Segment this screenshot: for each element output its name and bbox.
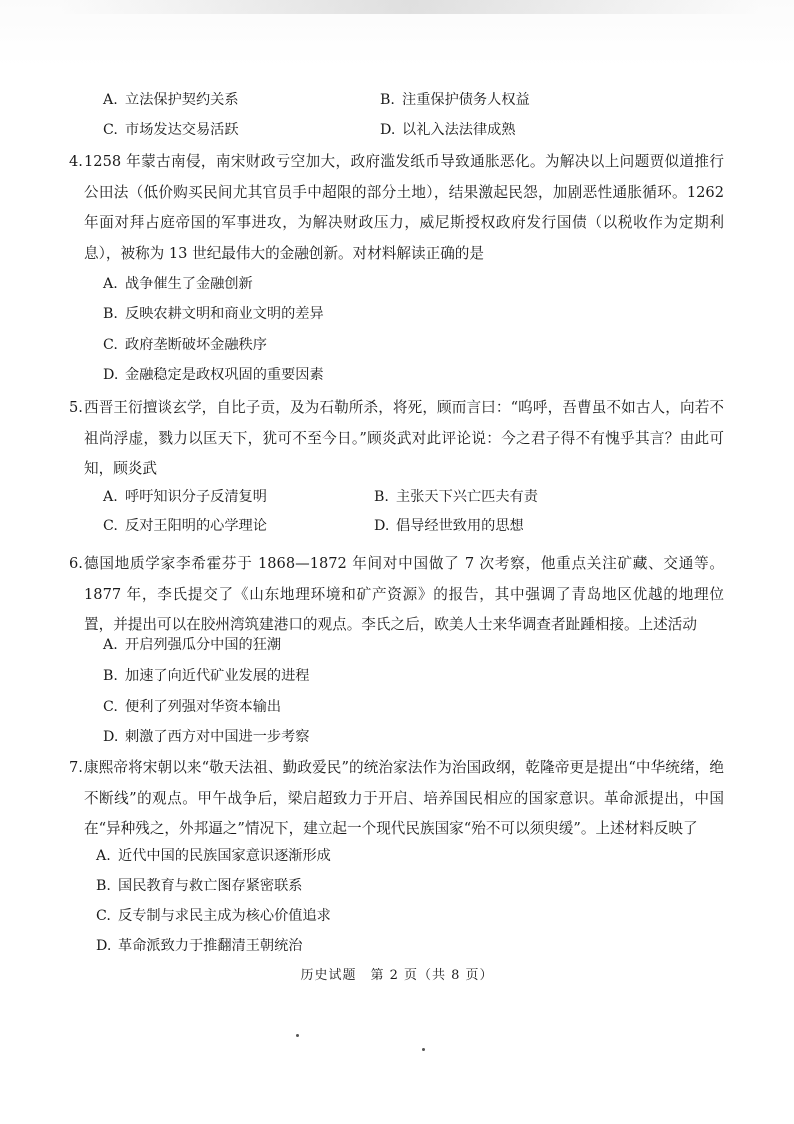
q7-option-c xyxy=(96,906,331,926)
option-label: D. xyxy=(96,938,112,954)
q4-option-d xyxy=(103,365,324,385)
option-text: 刺激了西方对中国进一步考察 xyxy=(125,729,310,745)
option-label: A. xyxy=(103,92,118,108)
q3-option-c xyxy=(103,120,239,140)
option-text: 便利了列强对华资本输出 xyxy=(125,699,282,715)
option-text: 近代中国的民族国家意识逐渐形成 xyxy=(118,848,331,864)
option-label: B. xyxy=(374,489,389,505)
q3-option-b xyxy=(380,90,530,110)
option-text: 战争催生了金融创新 xyxy=(125,276,253,292)
q4-option-c xyxy=(103,335,267,355)
option-text: 金融稳定是政权巩固的重要因素 xyxy=(125,367,324,383)
option-text: 倡导经世致用的思想 xyxy=(396,518,524,534)
q5-option-c xyxy=(103,516,267,536)
option-label: C. xyxy=(103,518,118,534)
q6-option-d xyxy=(103,727,309,747)
scan-shadow xyxy=(60,0,760,14)
q7-option-b xyxy=(96,876,302,896)
question-number: 7. xyxy=(69,759,83,776)
question-7-stem xyxy=(69,753,724,845)
q3-option-a xyxy=(103,90,239,110)
option-label: C. xyxy=(103,699,118,715)
option-label: D. xyxy=(374,518,390,534)
option-label: C. xyxy=(103,337,118,353)
question-text: 西晋王衍擅谈玄学，自比子贡，及为石勒所杀，将死，顾而言曰：“呜呼，吾曹虽不如古人，向若不祖尚浮虚，戮力以匡天下，犹可不至今日。”顾炎武对此评论说：今之君子得不有愧乎其言？由此可知，顾炎武 xyxy=(84,399,724,477)
question-number: 4. xyxy=(69,153,83,170)
option-text: 加速了向近代矿业发展的进程 xyxy=(125,668,310,684)
option-text: 注重保护债务人权益 xyxy=(402,92,530,108)
option-label: B. xyxy=(96,878,111,894)
option-text: 市场发达交易活跃 xyxy=(125,122,239,138)
page-footer: 历史试题 第 2 页（共 8 页） xyxy=(300,968,494,983)
question-5-stem xyxy=(69,393,724,485)
option-label: A. xyxy=(103,637,118,653)
option-label: D. xyxy=(103,367,119,383)
option-label: B. xyxy=(103,306,118,322)
scan-speck xyxy=(296,1034,299,1037)
q5-option-a xyxy=(103,487,267,507)
option-label: D. xyxy=(103,729,119,745)
bleed-through xyxy=(644,344,794,384)
q6-option-a xyxy=(103,635,281,655)
option-label: A. xyxy=(96,848,111,864)
q6-option-b xyxy=(103,666,309,686)
question-text: 德国地质学家李希霍芬于 1868—1872 年间对中国做了 7 次考察，他重点关注矿藏、交通等。1877 年，李氏提交了《山东地理环境和矿产资源》的报告，其中强调了青岛地区优越的地理位置，并提出可以在胶州湾筑建港口的观点。李氏之后，欧美人士来华调查者趾踵相接。上述活动 xyxy=(84,555,724,633)
q4-option-b xyxy=(103,304,324,324)
option-text: 开启列强瓜分中国的狂潮 xyxy=(125,637,282,653)
option-text: 反专制与求民主成为核心价值追求 xyxy=(118,908,331,924)
scan-speck xyxy=(422,1048,425,1051)
question-number: 5. xyxy=(69,399,83,416)
option-text: 立法保护契约关系 xyxy=(125,92,239,108)
question-number: 6. xyxy=(69,555,83,572)
option-label: C. xyxy=(103,122,118,138)
q6-option-c xyxy=(103,697,281,717)
question-4-stem xyxy=(69,147,724,269)
option-text: 呼吁知识分子反清复明 xyxy=(125,489,267,505)
q4-option-a xyxy=(103,274,253,294)
question-text: 1258 年蒙古南侵，南宋财政亏空加大，政府滥发纸币导致通胀恶化。为解决以上问题贾似道推行公田法（低价购买民间尤其官员手中超限的部分土地），结果激起民怨，加剧恶性通胀循环。1262 年面对拜占庭帝国的军事进攻，为解决财政压力，威尼斯授权政府发行国债（以税收作为定期利息），被称为 13 世纪最伟大的金融创新。对材料解读正确的是 xyxy=(84,153,724,262)
option-text: 国民教育与救亡图存紧密联系 xyxy=(118,878,303,894)
q3-option-d xyxy=(380,120,516,140)
q7-option-a xyxy=(96,846,331,866)
option-label: C. xyxy=(96,908,111,924)
option-text: 以礼入法法律成熟 xyxy=(402,122,516,138)
option-label: B. xyxy=(380,92,395,108)
option-text: 主张天下兴亡匹夫有责 xyxy=(396,489,538,505)
q5-option-b xyxy=(374,487,538,507)
option-text: 革命派致力于推翻清王朝统治 xyxy=(118,938,303,954)
q5-option-d xyxy=(374,516,524,536)
question-text: 康熙帝将宋朝以来“敬天法祖、勤政爱民”的统治家法作为治国政纲，乾隆帝更是提出“中华统绪，绝不断线”的观点。甲午战争后，梁启超致力于开启、培养国民相应的国家意识。革命派提出，中国在“异种残之，外邦逼之”情况下，建立起一个现代民族国家“殆不可以须臾缓”。上述材料反映了 xyxy=(84,759,724,837)
option-label: A. xyxy=(103,276,118,292)
option-text: 政府垄断破坏金融秩序 xyxy=(125,337,267,353)
option-label: B. xyxy=(103,668,118,684)
option-text: 反对王阳明的心学理论 xyxy=(125,518,267,534)
option-label: A. xyxy=(103,489,118,505)
question-6-stem xyxy=(69,549,724,641)
bleed-through xyxy=(644,92,794,136)
option-text: 反映农耕文明和商业文明的差异 xyxy=(125,306,324,322)
option-label: D. xyxy=(380,122,396,138)
q7-option-d xyxy=(96,936,302,956)
